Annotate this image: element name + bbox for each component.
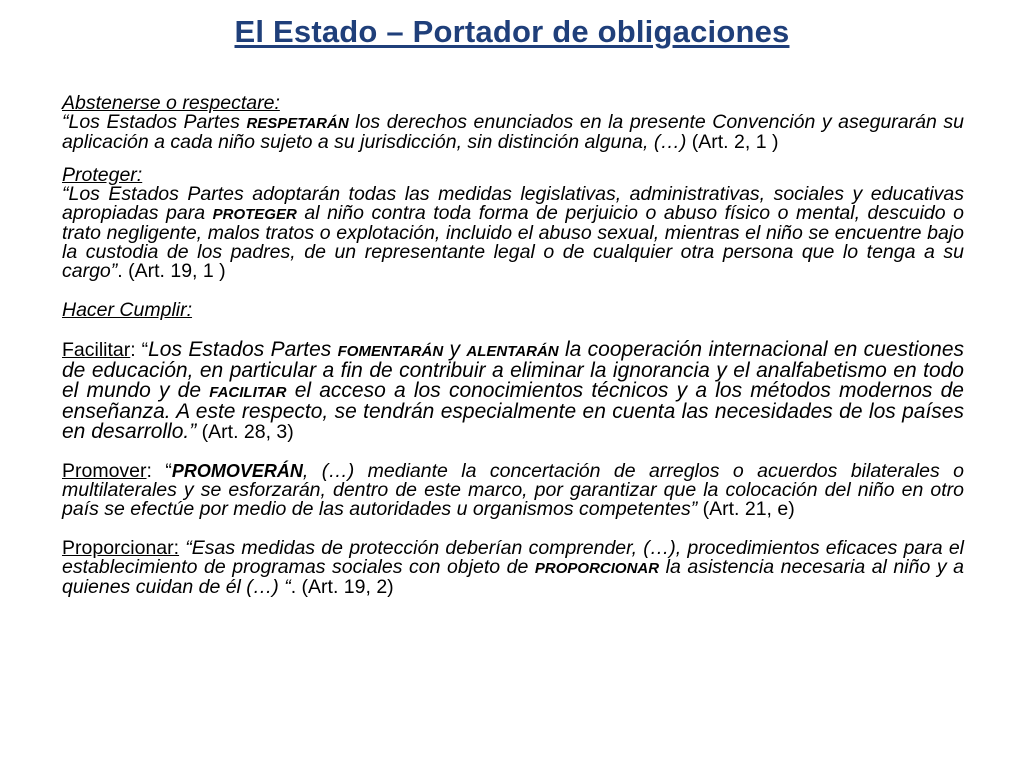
keyword-alentaran: ALENTARÁN: [466, 343, 559, 360]
slide-content: [62, 94, 964, 597]
label-facilitar: Facilitar: [62, 339, 131, 361]
text-segment: “Esas medidas de protección deberían comprender, (…), procedimientos eficaces para el establecimiento de programas sociales con objeto de: [62, 537, 964, 578]
keyword-fomentaran: FOMENTARÁN: [337, 343, 444, 360]
keyword-proporcionar: PROPORCIONAR: [534, 560, 660, 577]
paragraph-promover: [62, 462, 964, 519]
text-segment: los derechos enunciados en la presente Convención y asegurarán su aplicación a cada niño sujeto a su jurisdicción, sin distinción alguna, (…): [62, 111, 964, 153]
heading-abstenerse: Abstenerse o respectare:: [62, 92, 280, 114]
paragraph-facilitar: [62, 340, 964, 442]
text-segment: el acceso a los conocimientos técnicos y a los métodos modernos de enseñanza. A este respecto, se tendrán especialmente en cuenta las necesidades de los países en desarrollo: [62, 379, 964, 443]
text-segment: “Los Estados Partes adoptarán todas las medidas legislativas, administrativas, sociales y educativas apropiadas para: [62, 183, 964, 224]
heading-proteger: Proteger:: [62, 164, 143, 186]
label-promover: Promover: [62, 460, 147, 482]
spacer: [62, 152, 964, 166]
text-segment: y: [443, 338, 467, 361]
label-proporcionar: Proporcionar:: [62, 537, 180, 559]
text-segment: , (…) mediante la concertación de arreglos o acuerdos bilaterales o multilaterales y se esforzarán, dentro de este marco, por garantizar que la colocación del niño en otro país se efectúe por medio de las autoridades u organismos competentes”: [62, 460, 964, 520]
paragraph-proteger: [62, 185, 964, 281]
spacer: [62, 320, 964, 340]
text-segment: .”: [183, 420, 197, 443]
text-segment: al niño contra toda forma de perjuicio o abuso físico o mental, descuido o trato negligente, malos tratos o explotación, incluido el abuso sexual, mientras el niño se encuentre bajo la custodia de los padres, de un representante legal o de cualquier otra persona que lo tenga a su cargo”: [62, 202, 964, 282]
article-reference: (Art. 28, 3): [196, 421, 294, 443]
text-segment: la cooperación internacional en cuestiones de educación, en particular a fin de contribuir a eliminar la ignorancia y el analfabetismo en todo el mundo y de: [62, 338, 965, 402]
keyword-facilitar: FACILITAR: [209, 384, 287, 401]
heading-hacer-cumplir: Hacer Cumplir:: [62, 299, 193, 321]
text-segment: “Los Estados Partes: [62, 111, 247, 133]
paragraph-proporcionar: [62, 539, 964, 597]
text-segment: la asistencia necesaria al niño y a quienes cuidan de él (…) “: [62, 556, 964, 598]
spacer: [62, 442, 964, 462]
article-reference: . (Art. 19, 1 ): [117, 260, 226, 282]
paragraph-abstenerse: [62, 113, 964, 152]
text-segment: : “: [130, 339, 149, 361]
article-reference: (Art. 2, 1 ): [686, 131, 779, 153]
text-segment: Los Estados Partes: [148, 338, 338, 361]
keyword-proteger: PROTEGER: [212, 206, 297, 223]
spacer: [62, 519, 964, 539]
page-title: El Estado – Portador de obligaciones: [234, 14, 790, 49]
keyword-promoveran: PROMOVERÁN: [171, 461, 303, 481]
spacer: [62, 281, 964, 301]
article-reference: (Art. 21, e): [697, 498, 795, 520]
article-reference: . (Art. 19, 2): [290, 576, 394, 598]
text-segment: : “: [146, 460, 172, 482]
keyword-respetaran: RESPETARÁN: [246, 115, 349, 132]
